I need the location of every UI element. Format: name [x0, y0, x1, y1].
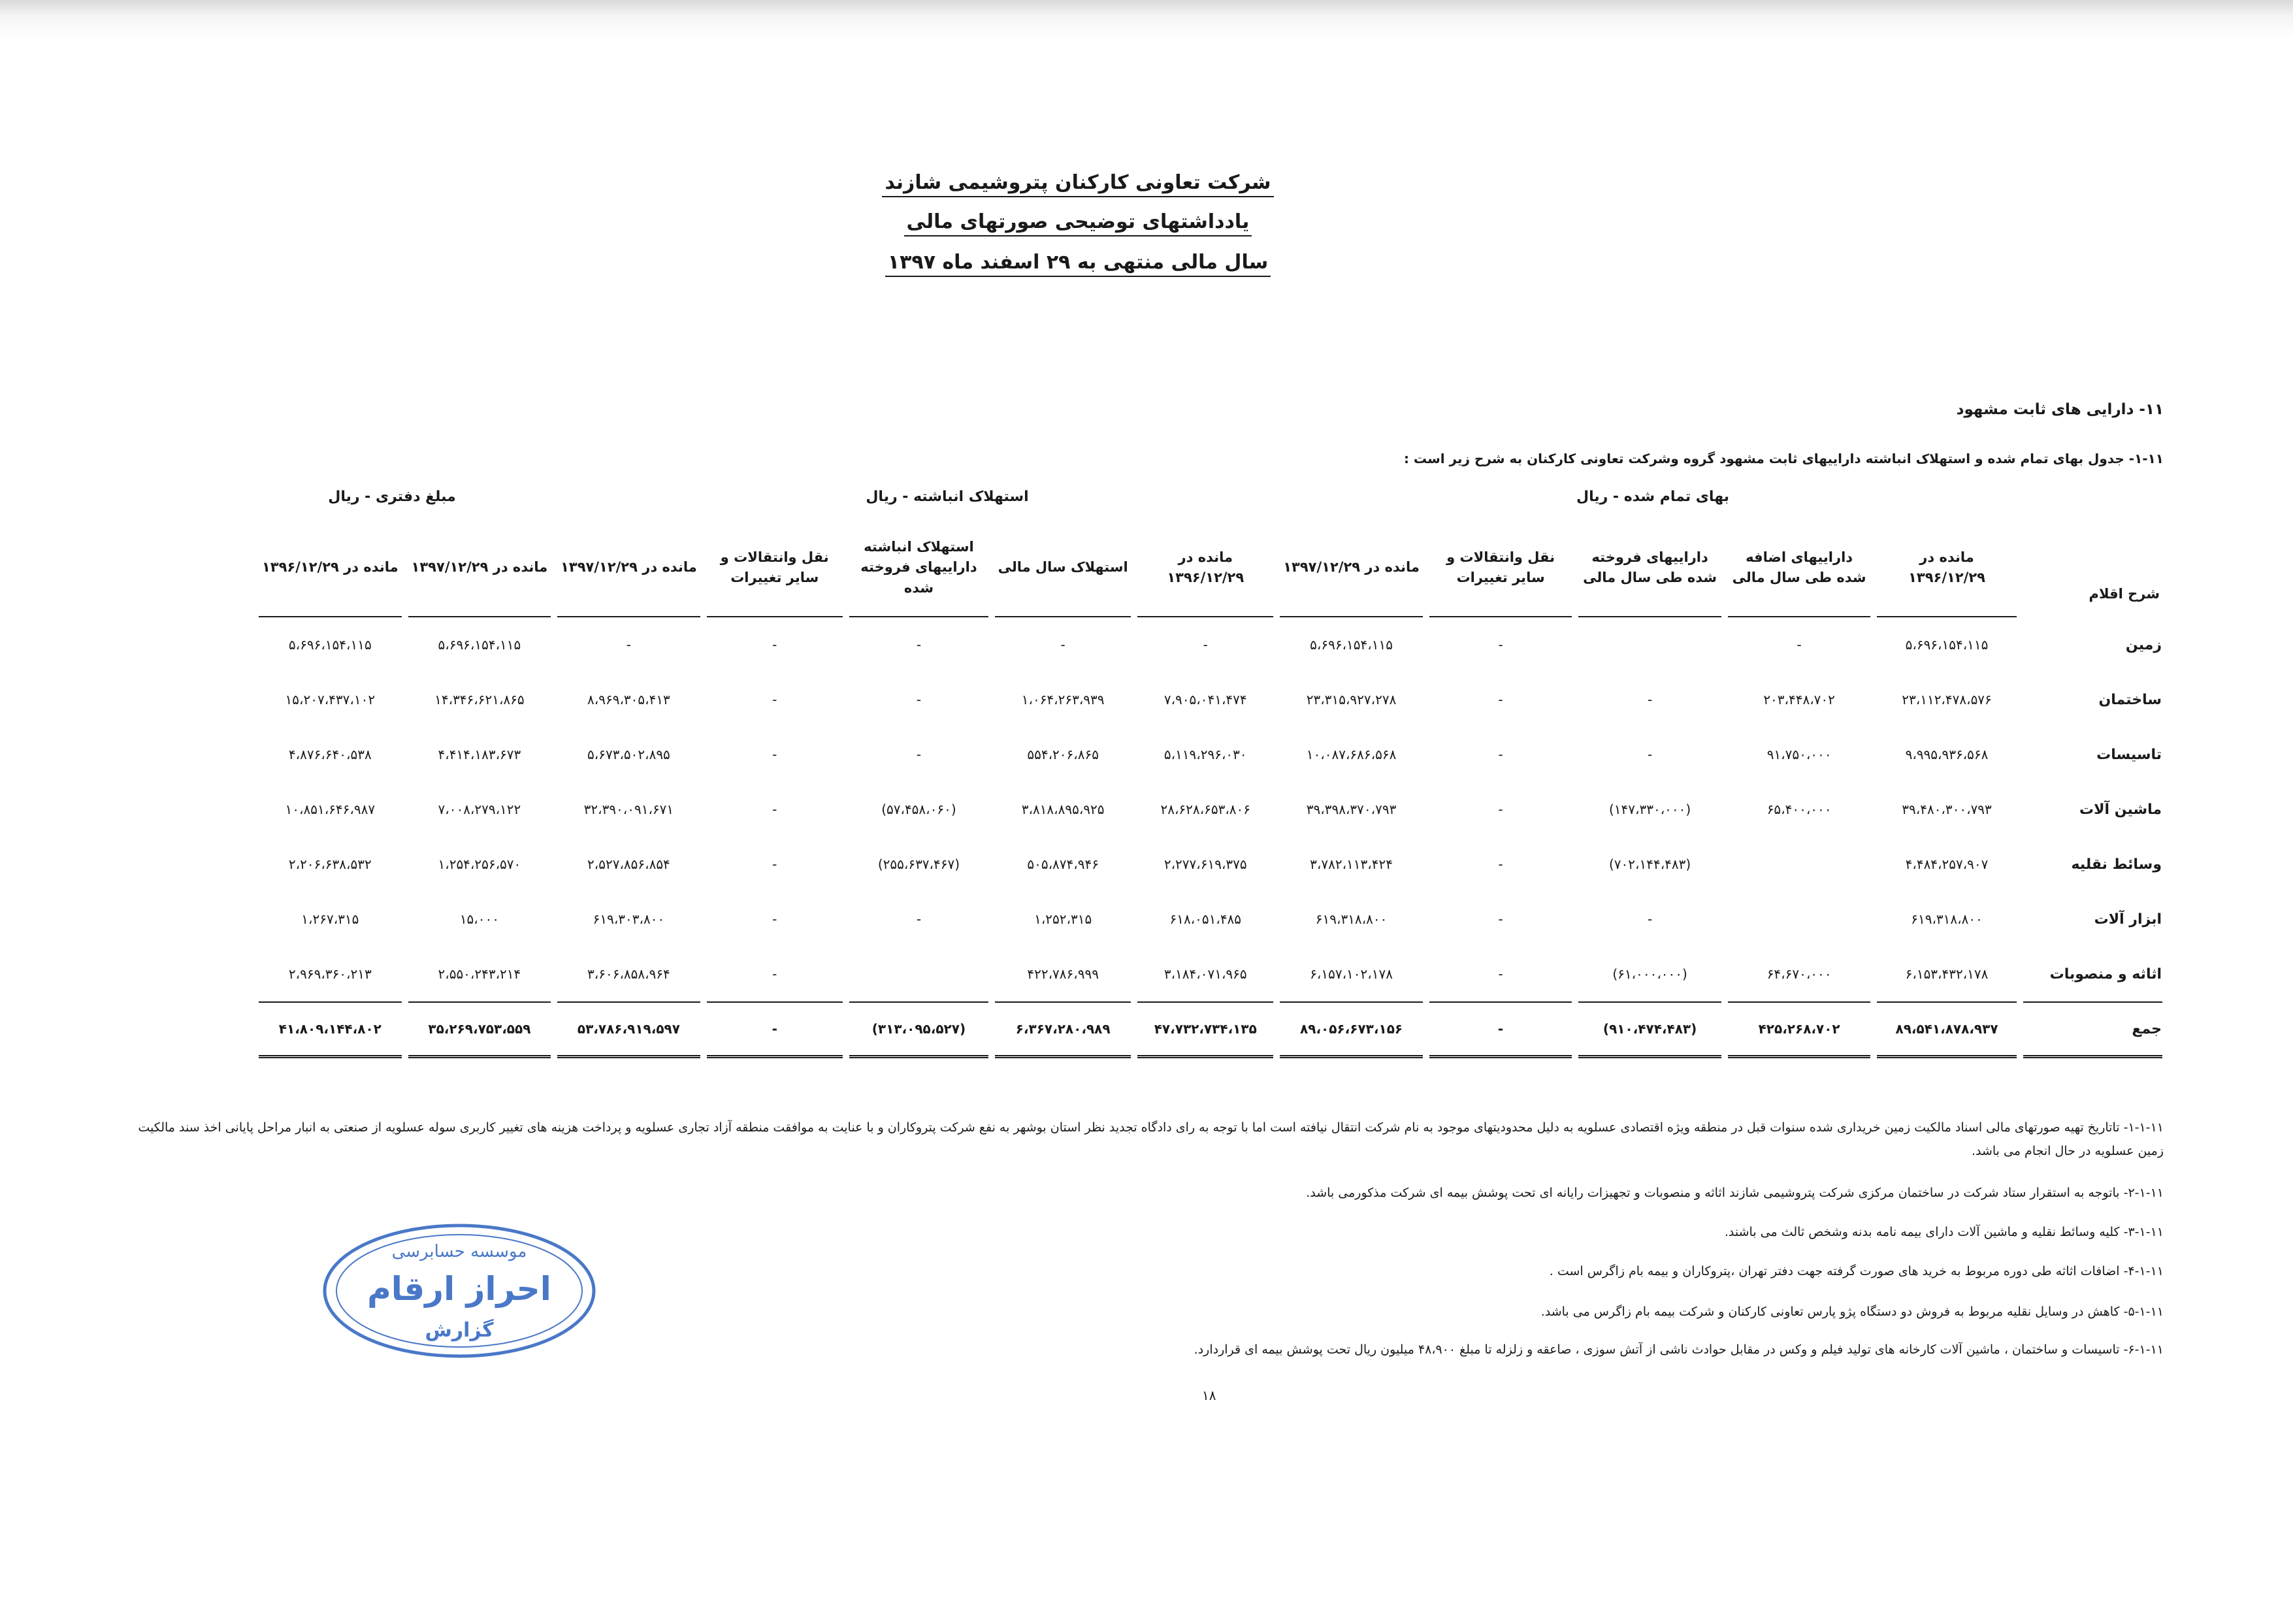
column-header: نقل وانتقالات و سایر تغییرات — [707, 519, 843, 617]
table-row — [259, 727, 2162, 782]
table-cell: ۲،۲۷۷،۶۱۹،۳۷۵ — [1163, 856, 1247, 872]
note-5: ۵-۱-۱۱- کاهش در وسایل نقلیه مربوط به فروش دو دستگاه پژو پارس تعاونی کارکنان و شرکت بیمه بام زاگرس می باشد. — [1540, 1305, 2164, 1319]
table-cell: ۶۴،۶۷۰،۰۰۰ — [1766, 966, 1832, 982]
total-cell: (۹۱۰،۴۷۴،۴۸۳) — [1578, 1001, 1721, 1058]
table-cell: - — [1797, 637, 1802, 653]
table-cell: - — [1498, 911, 1503, 927]
table-cell: - — [1647, 911, 1653, 927]
table-cell: ۱،۲۵۴،۲۵۶،۵۷۰ — [438, 856, 521, 872]
table-cell: - — [916, 637, 922, 653]
table-cell: ۱،۲۵۲،۳۱۵ — [1034, 911, 1092, 927]
row-label: ماشین آلات — [2079, 801, 2162, 818]
section-intro: ۱-۱۱- جدول بهای تمام شده و استهلاک انباشته داراییهای ثابت مشهود گروه وشرکت تعاونی کارکنان به شرح زیر است : — [1403, 451, 2164, 466]
table-cell — [1578, 617, 1721, 672]
note-1: ۱-۱-۱۱- تاتاریخ تهیه صورتهای مالی اسناد مالکیت زمین خریداری شده سنوات قبل در منطقه ویژه اقتصادی عسلویه به دلیل محدودیتهای موجود به نام شرکت انتقال نیافته است اما با توجه به رای دادگاه تجدید نظر استان بوشهر به نفع شرکت پتروکاران و با عنایت به موافقت منطقه آزاد تجاری عسلویه و پرداخت هزینه های تغییر کاربری سوله عسلویه از صنعتی به انبار مراحل پایانی اخذ سند مالکیت زمین عسلویه در حال انجام می باشد. — [138, 1120, 2164, 1158]
section-title: ۱۱- دارایی های ثابت مشهود — [1956, 401, 2164, 418]
stamp-line-1: موسسه حسابرسی — [391, 1242, 527, 1261]
table-cell: ۲۳،۱۱۲،۴۷۸،۵۷۶ — [1902, 692, 1992, 707]
table-cell: ۸،۹۶۹،۳۰۵،۴۱۳ — [587, 692, 670, 707]
column-header: شرح اقلام — [2089, 585, 2160, 602]
total-cell: ۶،۳۶۷،۲۸۰،۹۸۹ — [995, 1001, 1131, 1058]
table-cell: ۶۱۹،۳۰۳،۸۰۰ — [593, 911, 665, 927]
table-cell: ۱۴،۳۴۶،۶۲۱،۸۶۵ — [434, 692, 525, 707]
table-cell: (۵۷،۴۵۸،۰۶۰) — [881, 802, 956, 817]
group-book-value-header: مبلغ دفتری - ریال — [328, 489, 456, 505]
table-cell: - — [1060, 637, 1065, 653]
total-cell: ۴۷،۷۳۲،۷۳۴،۱۳۵ — [1137, 1001, 1273, 1058]
table-cell: ۷،۹۰۵،۰۴۱،۴۷۴ — [1163, 692, 1247, 707]
company-title: شرکت تعاونی کارکنان پتروشیمی شازند — [719, 171, 1437, 194]
table-cell: ۹،۹۹۵،۹۳۶،۵۶۸ — [1905, 747, 1989, 762]
fixed-assets-table — [252, 519, 2169, 1058]
table-cell: - — [772, 856, 777, 872]
table-cell: ۳،۶۰۶،۸۵۸،۹۶۴ — [587, 966, 670, 982]
table-cell: ۱۰،۸۵۱،۶۴۶،۹۸۷ — [285, 802, 376, 817]
table-cell: ۲۸،۶۲۸،۶۵۳،۸۰۶ — [1160, 802, 1251, 817]
total-row — [259, 1001, 2162, 1058]
total-cell: ۸۹،۰۵۶،۶۷۳،۱۵۶ — [1280, 1001, 1423, 1058]
table-cell: ۱،۰۶۴،۲۶۳،۹۳۹ — [1021, 692, 1105, 707]
table-cell: ۶،۱۵۷،۱۰۲،۱۷۸ — [1310, 966, 1393, 982]
table-cell: (۲۵۵،۶۳۷،۴۶۷) — [877, 856, 960, 872]
table-cell: ۵،۶۹۶،۱۵۴،۱۱۵ — [438, 637, 521, 653]
table-cell: ۷،۰۰۸،۲۷۹،۱۲۲ — [438, 802, 521, 817]
total-cell: - — [707, 1001, 843, 1058]
table-cell: ۶،۱۵۳،۴۳۲،۱۷۸ — [1905, 966, 1989, 982]
table-cell: ۵۰۵،۸۷۴،۹۴۶ — [1027, 856, 1099, 872]
column-header: مانده در ۱۳۹۷/۱۲/۲۹ — [1280, 519, 1423, 617]
column-header: داراییهای اضافه شده طی سال مالی — [1728, 519, 1871, 617]
total-cell: (۳۱۳،۰۹۵،۵۲۷) — [849, 1001, 988, 1058]
table-cell: ۳،۸۱۸،۸۹۵،۹۲۵ — [1021, 802, 1105, 817]
table-cell: - — [916, 911, 922, 927]
table-cell: - — [772, 637, 777, 653]
table-cell: - — [772, 747, 777, 762]
column-header: استهلاک سال مالی — [995, 519, 1131, 617]
table-cell: ۱،۲۶۷،۳۱۵ — [301, 911, 359, 927]
column-header: مانده در ۱۳۹۶/۱۲/۲۹ — [1137, 519, 1273, 617]
table-cell: (۷۰۲،۱۴۴،۴۸۳) — [1608, 856, 1691, 872]
table-row — [259, 837, 2162, 892]
table-cell: - — [1647, 692, 1653, 707]
table-cell: - — [916, 747, 922, 762]
table-cell: ۳۹،۴۸۰،۳۰۰،۷۹۳ — [1902, 802, 1992, 817]
table-cell: ۵،۱۱۹،۲۹۶،۰۳۰ — [1163, 747, 1247, 762]
note-3: ۳-۱-۱۱- کلیه وسائط نقلیه و ماشین آلات دارای بیمه نامه بدنه وشخص ثالث می باشند. — [1724, 1225, 2164, 1239]
row-label: زمین — [2125, 636, 2162, 653]
table-cell: - — [1203, 637, 1208, 653]
table-cell: ۴،۴۸۴،۲۵۷،۹۰۷ — [1905, 856, 1989, 872]
total-cell: ۵۳،۷۸۶،۹۱۹،۵۹۷ — [557, 1001, 700, 1058]
group-cost-header: بهای تمام شده - ریال — [1576, 489, 1729, 505]
table-cell: ۱۵،۰۰۰ — [459, 911, 499, 927]
table-cell: ۴،۸۷۶،۶۴۰،۵۳۸ — [288, 747, 372, 762]
column-header: مانده در ۱۳۹۶/۱۲/۲۹ — [259, 519, 402, 617]
total-label: جمع — [2023, 1001, 2162, 1058]
column-header: نقل وانتقالات و سایر تغییرات — [1429, 519, 1572, 617]
table-cell: - — [772, 966, 777, 982]
column-header: مانده در ۱۳۹۷/۱۲/۲۹ — [408, 519, 551, 617]
table-cell: ۶۱۹،۳۱۸،۸۰۰ — [1315, 911, 1388, 927]
table-cell: ۵،۶۷۳،۵۰۲،۸۹۵ — [587, 747, 670, 762]
table-cell: - — [1498, 966, 1503, 982]
stamp-line-3: گزارش — [425, 1319, 494, 1342]
table-cell: ۱۵،۲۰۷،۴۳۷،۱۰۲ — [285, 692, 376, 707]
table-row — [259, 782, 2162, 837]
total-cell: ۴۱،۸۰۹،۱۴۴،۸۰۲ — [259, 1001, 402, 1058]
column-header: مانده در ۱۳۹۶/۱۲/۲۹ — [1877, 519, 2016, 617]
total-cell: ۴۲۵،۲۶۸،۷۰۲ — [1728, 1001, 1871, 1058]
column-header: داراییهای فروخته شده طی سال مالی — [1578, 519, 1721, 617]
table-cell: ۶۵،۴۰۰،۰۰۰ — [1766, 802, 1832, 817]
total-cell: ۸۹،۵۴۱،۸۷۸،۹۳۷ — [1877, 1001, 2016, 1058]
table-cell: ۲،۲۰۶،۶۳۸،۵۳۲ — [288, 856, 372, 872]
table-cell: ۴،۴۱۴،۱۸۳،۶۷۳ — [438, 747, 521, 762]
note-6: ۶-۱-۱۱- تاسیسات و ساختمان ، ماشین آلات کارخانه های تولید فیلم و وکس در مقابل حوادث ناشی از آتش سوزی ، صاعقه و زلزله تا مبلغ ۴۸،۹۰۰ میلیون ریال تحت پوشش بیمه ای قراردارد. — [1194, 1342, 2164, 1357]
table-cell: - — [626, 637, 632, 653]
table-cell: ۵،۶۹۶،۱۵۴،۱۱۵ — [1905, 637, 1989, 653]
table-cell: (۶۱،۰۰۰،۰۰۰) — [1612, 966, 1687, 982]
page-number: ۱۸ — [1202, 1388, 1216, 1403]
table-cell: - — [772, 692, 777, 707]
table-cell: ۲،۵۲۷،۸۵۶،۸۵۴ — [587, 856, 670, 872]
table-cell: - — [1498, 692, 1503, 707]
table-cell: ۹۱،۷۵۰،۰۰۰ — [1766, 747, 1832, 762]
row-label: ابزار آلات — [2094, 911, 2162, 928]
row-label: ساختمان — [2098, 691, 2162, 708]
table-row — [259, 947, 2162, 1001]
table-cell: ۴۲۲،۷۸۶،۹۹۹ — [1027, 966, 1099, 982]
table-cell: ۲۰۳،۴۴۸،۷۰۲ — [1763, 692, 1835, 707]
table-cell: - — [1498, 637, 1503, 653]
table-cell — [849, 947, 988, 1001]
column-header: مانده در ۱۳۹۷/۱۲/۲۹ — [557, 519, 700, 617]
note-2: ۲-۱-۱۱- باتوجه به استقرار ستاد شرکت در ساختمان مرکزی شرکت پتروشیمی شازند اثاثه و منصوبات و تجهیزات رایانه ای تحت پوشش بیمه ای شرکت مذکورمی باشد. — [1306, 1186, 2164, 1200]
table-cell: - — [1647, 747, 1653, 762]
group-depreciation-header: استهلاک انباشته - ریال — [866, 489, 1029, 505]
table-cell: ۲،۵۵۰،۲۴۳،۲۱۴ — [438, 966, 521, 982]
table-cell: ۶۱۸،۰۵۱،۴۸۵ — [1169, 911, 1242, 927]
table-cell: - — [1498, 802, 1503, 817]
table-row — [259, 892, 2162, 947]
table-cell — [1728, 892, 1871, 947]
row-label: اثاثه و منصوبات — [2049, 966, 2162, 983]
column-header: استهلاک انباشته داراییهای فروخته شده — [849, 519, 988, 617]
total-cell: ۳۵،۲۶۹،۷۵۳،۵۵۹ — [408, 1001, 551, 1058]
table-cell: ۳،۱۸۴،۰۷۱،۹۶۵ — [1163, 966, 1247, 982]
table-cell: - — [916, 692, 922, 707]
notes-title: یادداشتهای توضیحی صورتهای مالی — [719, 210, 1437, 233]
table-cell: ۵۵۴،۲۰۶،۸۶۵ — [1027, 747, 1099, 762]
table-row — [259, 672, 2162, 727]
table-cell: - — [1498, 747, 1503, 762]
table-cell: ۲،۹۶۹،۳۶۰،۲۱۳ — [288, 966, 372, 982]
row-label: تاسیسات — [2096, 746, 2162, 763]
period-title: سال مالی منتهی به ۲۹ اسفند ماه ۱۳۹۷ — [719, 251, 1437, 274]
note-4: ۴-۱-۱۱- اضافات اثاثه طی دوره مربوط به خرید های صورت گرفته جهت دفتر تهران ،پتروکاران و بیمه بام زاگرس است . — [1549, 1264, 2164, 1278]
table-cell: - — [1498, 856, 1503, 872]
row-label: وسائط نقلیه — [2071, 856, 2162, 873]
table-cell: ۵،۶۹۶،۱۵۴،۱۱۵ — [1310, 637, 1393, 653]
table-cell: ۳۲،۳۹۰،۰۹۱،۶۷۱ — [583, 802, 674, 817]
table-cell: - — [772, 802, 777, 817]
stamp-line-2: احراز ارقام — [367, 1270, 551, 1308]
table-header-row — [259, 519, 2162, 617]
table-cell: ۳،۷۸۲،۱۱۳،۴۲۴ — [1310, 856, 1393, 872]
table-cell: ۲۳،۳۱۵،۹۲۷،۲۷۸ — [1306, 692, 1397, 707]
table-cell: ۶۱۹،۳۱۸،۸۰۰ — [1911, 911, 1983, 927]
table-row — [259, 617, 2162, 672]
table-cell: - — [772, 911, 777, 927]
total-cell: - — [1429, 1001, 1572, 1058]
auditor-stamp — [320, 1220, 598, 1361]
table-cell: ۳۹،۳۹۸،۳۷۰،۷۹۳ — [1306, 802, 1397, 817]
table-cell — [1728, 837, 1871, 892]
table-cell: ۵،۶۹۶،۱۵۴،۱۱۵ — [288, 637, 372, 653]
table-cell: (۱۴۷،۳۳۰،۰۰۰) — [1608, 802, 1691, 817]
table-cell: ۱۰،۰۸۷،۶۸۶،۵۶۸ — [1306, 747, 1397, 762]
